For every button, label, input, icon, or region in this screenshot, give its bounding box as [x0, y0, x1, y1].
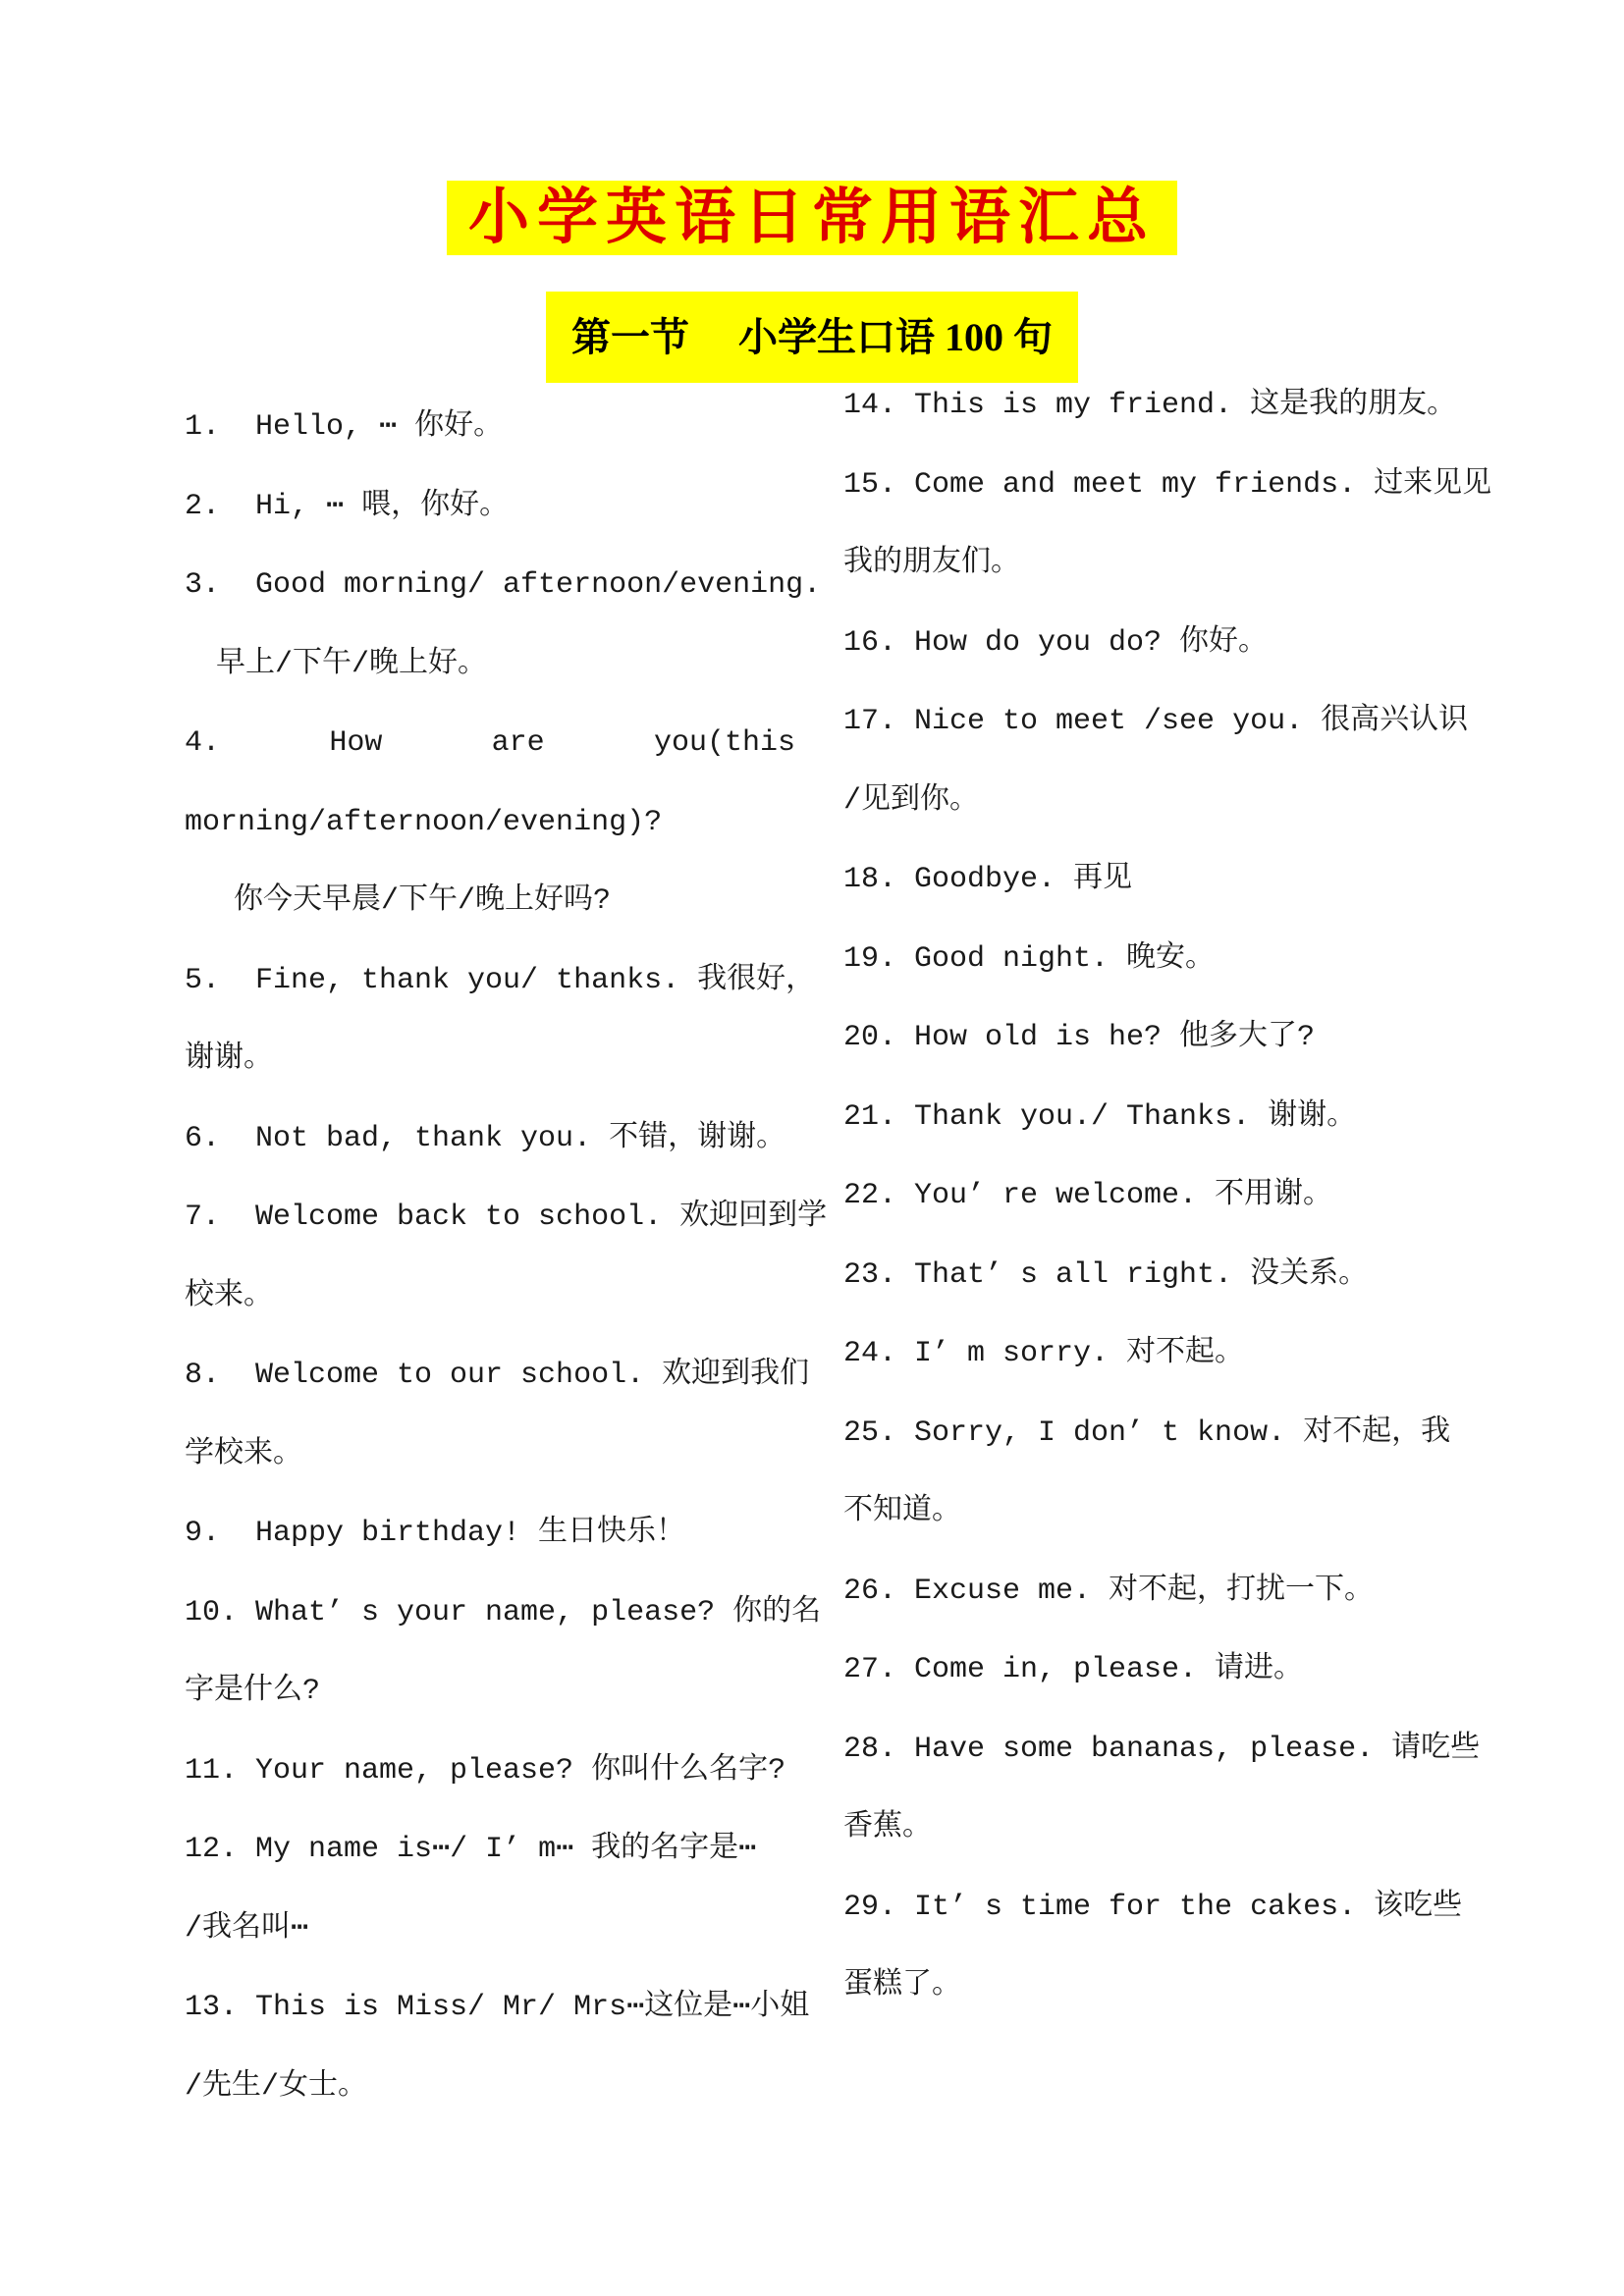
- text-line: 27. Come in, please. 请进。: [843, 1653, 1304, 1686]
- section-heading: 第一节 小学生口语 100 句: [546, 292, 1078, 383]
- text-line: 23. That’ s all right. 没关系。: [843, 1257, 1369, 1292]
- text-line: 11. Your name, please? 你叫什么名字?: [185, 1753, 786, 1788]
- text-line: 22. You’ re welcome. 不用谢。: [843, 1179, 1333, 1212]
- text-line: 2. Hi, ⋯ 喂，你好。: [185, 489, 510, 523]
- text-line: 不知道。: [843, 1495, 961, 1528]
- text-line: 你今天早晨/下午/晚上好吗?: [234, 884, 612, 918]
- text-line: 7. Welcome back to school. 欢迎回到学: [185, 1201, 828, 1234]
- text-line: 早上/下午/晚上好。: [216, 647, 488, 681]
- text-line: 我的朋友们。: [843, 547, 1020, 580]
- text-line: 21. Thank you./ Thanks. 谢谢。: [843, 1099, 1357, 1134]
- text-line: 12. My name is⋯/ I’ m⋯ 我的名字是⋯: [185, 1833, 757, 1866]
- text-line: 字是什么?: [185, 1675, 321, 1708]
- text-line: /我名叫⋯: [185, 1911, 309, 1946]
- text-line: /见到你。: [843, 783, 980, 818]
- text-line: 8. Welcome to our school. 欢迎到我们: [185, 1359, 810, 1392]
- page-title: 小学英语日常用语汇总: [447, 181, 1177, 255]
- text-line: 19. Good night. 晚安。: [843, 941, 1216, 976]
- justified-word: 4.: [185, 726, 221, 760]
- column-left: [185, 388, 828, 2126]
- justified-word: How: [329, 726, 383, 760]
- text-line: 29. It’ s time for the cakes. 该吃些: [843, 1890, 1463, 1924]
- justified-word: you(this: [653, 726, 795, 760]
- text-line: 学校来。: [185, 1437, 302, 1471]
- text-line: 13. This is Miss/ Mr/ Mrs⋯这位是⋯小姐: [185, 1991, 810, 2024]
- text-line: 10. What’ s your name, please? 你的名: [185, 1595, 822, 1629]
- text-line: 20. How old is he? 他多大了?: [843, 1021, 1316, 1054]
- text-line: 谢谢。: [185, 1042, 273, 1076]
- text-line: 3. Good morning/ afternoon/evening.: [185, 568, 822, 602]
- text-line: 5. Fine, thank you/ thanks. 我很好，: [185, 963, 816, 997]
- text-line: [185, 704, 795, 783]
- text-line: 25. Sorry, I don’ t know. 对不起，我: [843, 1415, 1451, 1450]
- text-line: 蛋糕了。: [843, 1969, 961, 2002]
- text-line: 18. Goodbye. 再见: [843, 863, 1133, 896]
- text-line: /先生/女士。: [185, 2069, 368, 2104]
- text-line: 6. Not bad, thank you. 不错，谢谢。: [185, 1121, 786, 1155]
- text-line: 17. Nice to meet /see you. 很高兴认识: [843, 705, 1469, 738]
- text-line: 28. Have some bananas, please. 请吃些: [843, 1732, 1481, 1766]
- column-right: [843, 366, 1492, 2026]
- text-line: 16. How do you do? 你好。: [843, 625, 1269, 660]
- justified-word: are: [491, 726, 545, 760]
- text-line: 15. Come and meet my friends. 过来见见: [843, 467, 1492, 502]
- text-line: 香蕉。: [843, 1811, 932, 1844]
- text-line: 校来。: [185, 1279, 273, 1313]
- text-line: 24. I’ m sorry. 对不起。: [843, 1337, 1245, 1370]
- text-line: morning/afternoon/evening)?: [185, 805, 663, 839]
- text-line: 14. This is my friend. 这是我的朋友。: [843, 389, 1457, 422]
- text-line: 1. Hello, ⋯ 你好。: [185, 410, 504, 444]
- text-line: 9. Happy birthday! 生日快乐！: [185, 1517, 686, 1550]
- text-line: 26. Excuse me. 对不起，打扰一下。: [843, 1574, 1375, 1608]
